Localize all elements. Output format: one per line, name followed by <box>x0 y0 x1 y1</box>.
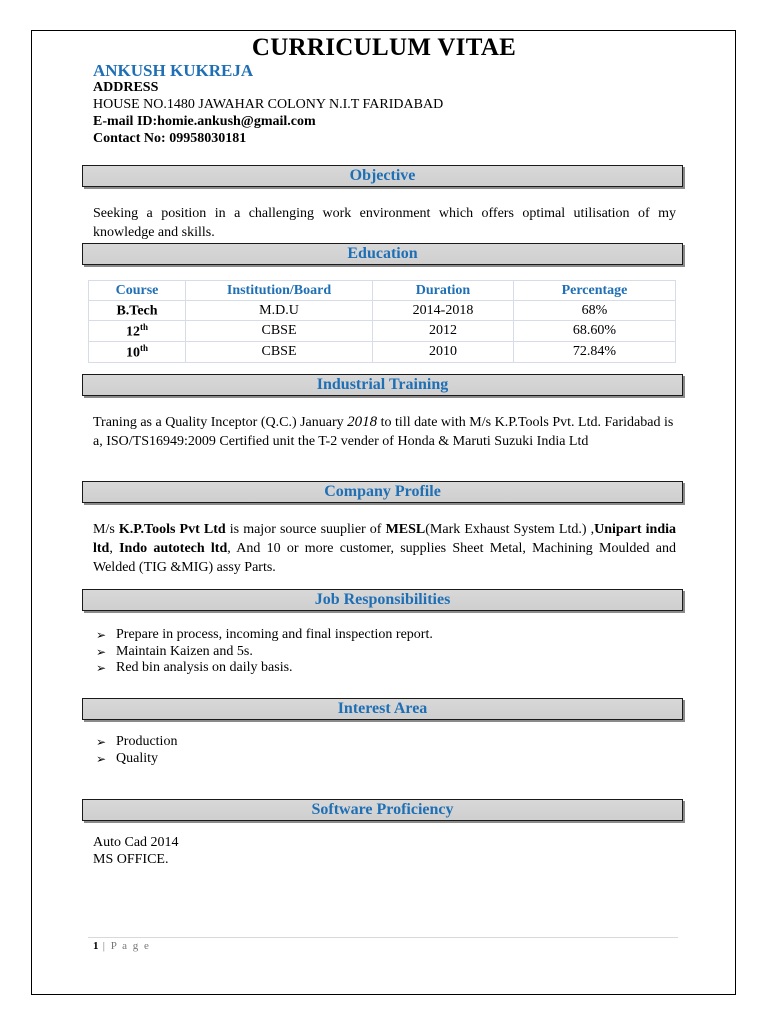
percentage-cell: 68.60% <box>514 321 676 342</box>
board-cell: M.D.U <box>186 301 373 321</box>
table-row <box>89 342 676 363</box>
objective-text: Seeking a position in a challenging work environment which offers optimal utilisation of my knowledge and skills. <box>93 206 676 240</box>
section-header-interest-area: Interest Area <box>82 698 683 720</box>
column-header-board: Institution/Board <box>186 281 373 301</box>
table-row <box>89 301 676 321</box>
course-cell: B.Tech <box>89 301 186 321</box>
duration-cell: 2012 <box>373 321 514 342</box>
job-responsibilities-list <box>93 627 433 677</box>
training-text: Traning as a Quality Inceptor (Q.C.) January 2018 to till date with M/s K.P.Tools Pvt. Ltd. Faridabad is a, ISO/TS16949:2009 Certified unit the T-2 vender of Honda & Maruti Suzuki India Ltd <box>93 414 674 449</box>
arrow-bullet-icon: ➢ <box>96 661 107 675</box>
address-label: ADDRESS <box>93 80 159 95</box>
interest-area-list <box>93 734 177 767</box>
arrow-bullet-icon: ➢ <box>96 751 107 766</box>
table-header-row <box>89 281 676 301</box>
address-text: HOUSE NO.1480 JAWAHAR COLONY N.I.T FARIDABAD <box>93 97 444 112</box>
percentage-cell: 68% <box>514 301 676 321</box>
software-item: MS OFFICE. <box>93 852 169 867</box>
duration-cell: 2010 <box>373 342 514 363</box>
section-header-objective: Objective <box>82 165 683 187</box>
arrow-bullet-icon: ➢ <box>96 628 107 642</box>
company-profile-text: M/s K.P.Tools Pvt Ltd is major source suuplier of MESL(Mark Exhaust System Ltd.) ,Unipart india ltd, Indo autotech ltd, And 10 or more customer, supplies Sheet Metal, Machining Moulded and Welded (TIG &MIG) assy Parts. <box>93 522 677 575</box>
column-header-percentage: Percentage <box>514 281 676 301</box>
duration-cell: 2014-2018 <box>373 301 514 321</box>
education-table <box>88 280 676 363</box>
section-header-job-responsibilities: Job Responsibilities <box>82 589 683 611</box>
candidate-name: ANKUSH KUKREJA <box>93 61 254 80</box>
column-header-duration: Duration <box>373 281 514 301</box>
column-header-course: Course <box>89 281 186 301</box>
course-cell: 12th <box>89 321 186 342</box>
list-item: ➢ Production <box>96 734 178 749</box>
software-item: Auto Cad 2014 <box>93 835 179 850</box>
board-cell: CBSE <box>186 321 373 342</box>
table-row <box>89 321 676 342</box>
section-header-software-proficiency: Software Proficiency <box>82 799 683 821</box>
list-item: ➢ Red bin analysis on daily basis. <box>96 660 293 675</box>
section-header-education: Education <box>82 243 683 265</box>
email-line: E-mail ID:homie.ankush@gmail.com <box>93 114 316 129</box>
percentage-cell: 72.84% <box>514 342 676 363</box>
section-header-industrial-training: Industrial Training <box>82 374 683 396</box>
list-item: ➢ Maintain Kaizen and 5s. <box>96 643 253 659</box>
board-cell: CBSE <box>186 342 373 363</box>
course-cell: 10th <box>89 342 186 363</box>
section-header-company-profile: Company Profile <box>82 481 683 503</box>
arrow-bullet-icon: ➢ <box>96 644 107 659</box>
contact-line: Contact No: 09958030181 <box>93 131 247 146</box>
arrow-bullet-icon: ➢ <box>96 735 107 749</box>
document-title: CURRICULUM VITAE <box>251 34 517 61</box>
footer-rule <box>88 937 678 938</box>
page-footer: 1 | P a g e <box>93 940 151 952</box>
list-item: ➢ Quality <box>96 750 158 766</box>
list-item: ➢ Prepare in process, incoming and final inspection report. <box>96 627 433 642</box>
